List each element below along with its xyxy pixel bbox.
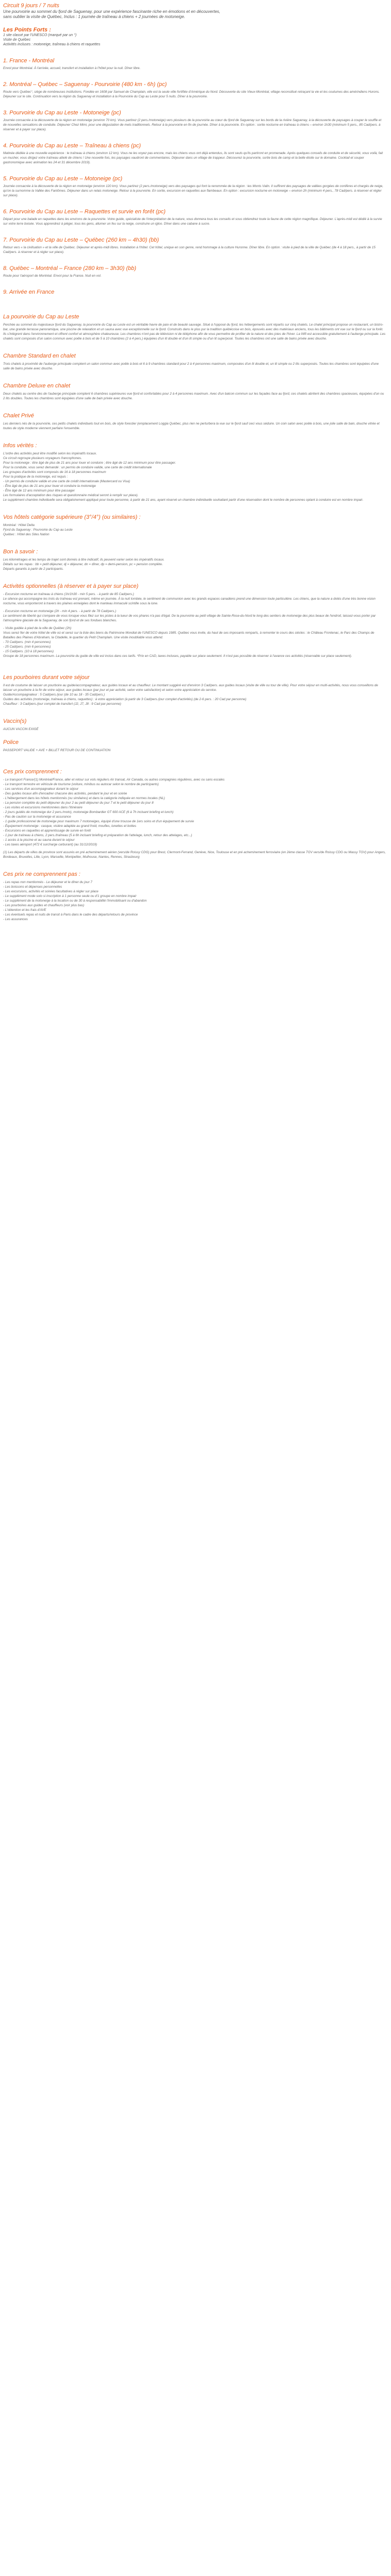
- day-text: Journée consacrée à la découverte de la région en motoneige (environ 120 km). Vous partirez (2 pers./motoneige) vers des paysages qui font la renommée de la région : les Monts Valin. Il suffirent des paysages de vallées gorgées de conifères et chargés de neige, qu'on la surnomme la Vallée des Fantômes. Déjeuner dans un relais motoneige. Retour à la pourvoirie. En sortie, excursion en raquettes aux flambeaux. En option : excursion nocturne en motoneige – environ 2h (minimum 4 pers., 78 Cad/pers. à réserver et régler sur place).: [3, 184, 384, 197]
- list-item: Les groupes d'activités sont composés de 16 à 18 personnes maximum: [3, 470, 106, 474]
- list-item: Chauffeur : 3 Cad/pers./jour complet de transfert (J2, J7, J8 : 9 Cad par personne): [3, 702, 121, 706]
- day-text: Journée consacrée à la découverte de la région en motoneige (environ 70 km). Vous partirez (2 pers./motoneige) vers plusieurs de la pourvoirie au cœur du fjord de Saguenay sur les bords de la rivière Saguenay, à la découverte de paysages à couper le souffle et de nouvelles sensations de conduite. Déjeuner Chez Mimi, pour une dégustation de mets traditionnels. Retour à la pourvoirie en fin de journée. Dîner à la pourvoirie. En option : sortie nocturne en traîneau à chiens – environ 1h30 (minimum 5 pers., 85 Cad/pers. à réserver et à payer sur place).: [3, 118, 382, 131]
- list-item: Fjord du Saguenay : Pourvoirie du Cap au Leste: [3, 528, 73, 532]
- list-item: - 1 jour de traîneau à chiens, 2 pers./traîneau (5 à 6h incluant briefing et préparation de l'attelage, lunch, retour des attelages, etc...): [3, 834, 192, 837]
- list-item: - Le supplément mode solo si inscription à 1 personne seule ou d'1 groupe en nombre impair: [3, 894, 137, 898]
- list-item: Le silence qui accompagne les trots du traîneau est prenant, même en journée. À la nuit tombée, le sentiment de communion avec les grands espaces canadiens prend une dimension toute particulière. Les chiens, que la nature a dotés d'une très bonne vision nocturne, vous emporteront à travers les plaines enneigées dont le manteau immaculé scintille sous la lune.: [3, 597, 376, 605]
- section-text: Les derniers nés de la pourvoirie, ces petits chalets individuels tout en bois, de style forestier (emplacement Loggia Québec, plus rien ne perturbera la vue sur le fjord sauf ceci vous séduire. Un coin salon avec poêle à bois, une jolie salle de bain, douche vitrée et toutes de style moderne viennent parfaire l'ensemble.: [3, 422, 380, 430]
- hotels-list: [3, 523, 386, 537]
- list-item: Guide/Accompagnateur : 5 Cad/pers./jour (de 10 au 18 - 35 Cad/pers.): [3, 693, 105, 697]
- list-item: - 15 Cad/pers. (10 à 18 personnes): [3, 650, 54, 653]
- list-item: - Être âgé de plus de 21 ans pour louer et conduire la motoneige: [3, 484, 96, 488]
- prix-ne-comprennent-section: [3, 871, 386, 922]
- points-forts-title: Les Points Forts :: [3, 27, 51, 33]
- points-forts-line: 1 site classé par l'UNESCO (marqué par un °): [3, 33, 77, 37]
- list-item: (1) Les départs de villes de province sont assurés en pré acheminement aérien (vers/de Roissy CDG) pour Brest, Clermont-Ferrand, Genève, Nice, Toulouse et en pré acheminement ferroviaire (en 2ème classe TGV vers/de Roissy CDG ou Massy TGV) pour Angers, Bordeaux, Bruxelles, Lille, Lyon, Marseille, Montpellier, Mulhouse, Nantes, Rennes, Strasbourg: [3, 851, 386, 859]
- chambre-standard-section: [3, 352, 386, 371]
- day-5: [3, 175, 386, 198]
- day-title: 2. Montréal – Québec – Saguenay - Pourvoirie (480 km - 6h) (pc): [3, 81, 167, 88]
- prix-ne-comprennent-list: [3, 880, 386, 922]
- list-item: - 70 Cad/pers. (min 4 personnes): [3, 640, 51, 644]
- section-title: Bon à savoir :: [3, 549, 38, 555]
- day-title: 5. Pourvoirie du Cap au Leste – Motoneige (pc): [3, 176, 123, 182]
- list-item: - 1 guide professionnel de motoneige pour maximum 7 motoneiges, équipé d'une trousse de 1ers soins et d'un équipement de survie: [3, 820, 194, 823]
- day-text: Matinée dédiée à une nouvelle expérience : le traîneau à chiens (environ 12 km). Vous ne les voyez pas encore, mais les chiens vous ont déjà entendus, ils sont seuls qu'ils partiront en promenade. Après quelques conseils de conduite et de sécurité, vous voilà, fait un musher, vous dirigez votre traîneau attelé de chiens ! Une nouvelle fois, les paysages vaudront de commentaires. Déjeuner dans un village de trappeur. Découvrez la pourvoirie, sortie bois de camp et la belle étoile sur le domaine. Cocktail et souper gastronomique avec animation les 24 et 31 décembre 2019).: [3, 151, 383, 164]
- list-item: - L'hébergement dans les hôtels mentionnés (ou similaires) et dans la catégorie indiquée en normes locales (NL): [3, 796, 165, 800]
- section-text: Trois chalets à proximité de l'auberge principale comptent un salon commun avec poêle à bois et 6 à 9 chambres standard pour 2 à 4 personnes maximum, composées d'un lit double et, un lit simple ou 2 lits superposés. Toutes les chambres sont équipées d'une salle de bains privée avec douche.: [3, 362, 379, 370]
- list-item: Départs garantis à partir de 2 participants.: [3, 567, 64, 571]
- intro-line: Une pourvoirie au sommet du fjord de Saguenay, pour une expérience fascinante riche en émotions et en découvertes,: [3, 9, 220, 14]
- section-title: Chambre Standard en chalet: [3, 353, 76, 359]
- day-8: [3, 265, 386, 278]
- infos-section: [3, 442, 386, 502]
- list-item: - Les éventuels repas et nuits de transit à Paris dans le cadre des départs/retours de province: [3, 913, 138, 917]
- list-item: - Les taxes aéroport (472 € surcharge carburant) (au 31/12/2019): [3, 843, 97, 846]
- day-3: [3, 109, 386, 132]
- day-6: [3, 208, 386, 226]
- page: [0, 0, 391, 922]
- list-item: - L'obtention et les frais d'AVE: [3, 908, 46, 912]
- day-7: [3, 236, 386, 255]
- day-title: 9. Arrivée en France: [3, 289, 55, 295]
- day-text: Envol pour Montréal. À l'arrivée, accueil, transfert et installation à l'hôtel pour la nuit. Dîner libre.: [3, 66, 141, 70]
- day-title: 8. Québec – Montréal – France (280 km – 3h30) (bb): [3, 265, 137, 272]
- section-title: La pourvoirie du Cap au Leste: [3, 314, 79, 320]
- points-forts-line: Activités incluses : motoneige, traîneau à chiens et raquettes: [3, 43, 101, 46]
- list-item: - Les assurances: [3, 918, 28, 921]
- activites-optionnelles-section: [3, 583, 386, 658]
- section-title: Chalet Privé: [3, 413, 34, 419]
- intro-line: sans oublier la visite de Québec, Inclus : 1 journée de traîneau à chiens + 2 journées de motoneige.: [3, 14, 185, 19]
- section-text: Deux chalets au centre des de l'auberge principale comptent 6 chambres supérieures vue fjord et confortables pour 2 à 4 personnes maximum. Avec d'un balcon commun sur les façades face au fjord, ces chalets abritent des chambres spacieuses, équipées d'un ou 2 lits doubles. Toutes les chambres sont équipées d'une salle de bain privée avec douche.: [3, 392, 384, 400]
- list-item: - Équipement motoneige : casque, visière adaptée au grand froid, moufles, lunettes et bottes: [3, 824, 136, 828]
- list-item: - Les services d'un accompagnateur durant le séjour: [3, 787, 79, 791]
- list-item: - Visite guidée à pied de la ville de Québec (2h): [3, 626, 72, 630]
- day-title: 6. Pourvoirie du Cap au Leste – Raquettes et survie en forêt (pc): [3, 209, 166, 215]
- chambre-deluxe-section: [3, 382, 386, 401]
- list-item: - La pension complète du petit déjeuner du jour 2 au petit déjeuner du jour 7 et le petit déjeuner du jour 8: [3, 801, 154, 805]
- list-item: - 1 accès à la piscine et au sauna durant le séjour: [3, 838, 75, 842]
- list-item: - Les visites et excursions mentionnées dans l'itinéraire: [3, 806, 83, 809]
- infos-list: [3, 451, 386, 502]
- list-item: Québec : Hôtel des Sites Nation: [3, 533, 50, 536]
- section-text: PASSEPORT VALIDE + AVE + BILLET RETOUR OU DE CONTINUATION: [3, 749, 111, 752]
- list-item: Pour la conduite, vous serez demandé : un permis de conduire valide, une carte de crédit internationale: [3, 466, 152, 469]
- list-item: Pour la motoneige : être âgé de plus de 21 ans pour louer et conduire ; être âgé de 12 ans minimum pour être passager.: [3, 461, 176, 465]
- section-title: Vaccin(s): [3, 718, 27, 724]
- day-4: [3, 142, 386, 165]
- day-text: Départ pour une balade en raquettes dans les environs de la pourvoirie. Votre guide, spécialiste de l'interprétation de la nature, vous donnera tous les conseils et sous obtiendrez toute la faune de cette région magnifique. Déjeuner. L'après-midi est dédié à la survie sur votre terre boisée. Vous apprendrez à piéger, tous les gens, allumer un feu sur la neige, construire un igloo. Dîner dans une cabane à sucre.: [3, 217, 382, 226]
- bon-a-savoir-section: [3, 548, 386, 571]
- pourvoirie-section: [3, 313, 386, 341]
- bon-a-savoir-list: [3, 557, 386, 571]
- circuit-title: Circuit 9 jours / 7 nuits: [3, 3, 59, 9]
- list-item: Il est de coutume de laisser un pourboire au guide/accompagnateur, aux guides locaux et au chauffeur. Le montant suggéré est d'environ 3 Cad/pers. aux guides locaux (visite de ville ou tour de ville). Pour votre séjour en multi-activités, nous vous conseillons de laisser un pourboire à la fin de votre séjour, aux guides locaux (par jour et par activité, selon votre satisfaction) et selon votre appréciation du service.: [3, 684, 378, 692]
- list-item: Le sentiment de liberté qui s'empare de vous lorsque vous filez sur les pistes à la lueur de vos phares n'a pas d'égal. De la pourvoirie au petit village de Sainte-Rose-du-Nord le long des sentiers de motoneige des plus beaux de l'endroit, laissez-vous porter par l'atmosphère glaciale de la Saguenay, de son fjord et de ses fondues blanches.: [3, 614, 376, 622]
- day-title: 4. Pourvoirie du Cap au Leste – Traîneau à chiens (pc): [3, 143, 141, 149]
- section-title: Police: [3, 739, 19, 745]
- day-text: Route pour l'aéroport de Montréal. Envol pour la France. Nuit en vol.: [3, 274, 102, 278]
- list-item: - Les repas non mentionnés - Le déjeuner et le dîner du jour 7: [3, 880, 92, 884]
- section-text: Perchée au sommet du majestueux fjord du Saguenay, la pourvoirie du Cap au Leste est un véritable havre de paix et de beauté sauvage. Situé à l'opposé du fjord, les hébergements sont répartis sur cinq chalets. Le chalet principal propose un restaurant, un bistro-bar, une grande terrasse panoramique, une piscine de relaxation et un sauna avec vue exceptionnelle sur le fjord. Construits dans le plus pur la tradition québécoise en bois, épouvés avec des matériaux anciens, tous les bâtiments ont vue sur le fjord ou sur la forêt. Ils s'intègrent dans l'environnement et offrent confort et atmosphère chaleureuse. Les chambres n'ont pas de télévision ni de téléphone afin de vous permettre de profiter de la nature et des joies de l'hiver. La Wifi est accessible gratuitement à l'auberge principale. Les chalets sont composés d'un salon commun avec poêle à bois et de 5 à 10 chambres (2 à 4 pers.) équipées d'un lit double et d'un lit simple ou d'un lit superposé. Toutes les chambres ont une salle de bains privée avec douche.: [3, 323, 386, 341]
- day-text: Retour vers « la civilisation » et la ville de Québec. Déjeuner et après-midi libres. Installation à l'hôtel. Cet hôtel, unique en son genre, rend hommage à la culture Huronne. Dîner libre. En option : visite à pied de la ville de Québec (de 4 à 18 pers., à partir de 15 Cad/pers. à réserver et à régler sur place).: [3, 246, 376, 254]
- list-item: Les kilométrages et les temps de trajet sont donnés à titre indicatif, ils peuvent varier selon les impératifs locaux.: [3, 558, 165, 562]
- section-text: AUCUN VACCIN EXIGÉ: [3, 727, 39, 731]
- list-item: Pour la pratique de la motoneige, est requis :: [3, 475, 68, 479]
- day-1: [3, 57, 386, 71]
- section-title: Vos hôtels catégorie supérieure (3°/4°) (ou similaires) :: [3, 514, 141, 520]
- police-section: [3, 739, 386, 753]
- list-item: Montréal : Hôtel Delta: [3, 523, 35, 527]
- pourboires-section: [3, 674, 386, 706]
- prix-comprennent-list: [3, 777, 386, 859]
- list-item: - Excursion nocturne en motoneige (2h - min 4 pers. - à partir de 78 Cad/pers.): [3, 609, 117, 613]
- points-forts-block: [3, 27, 386, 47]
- list-item: - Le supplément de la motoneige à la location ou de 30 à responsabilité l'immobilisant ou d'abandon: [3, 899, 147, 903]
- day-title: 7. Pourvoirie du Cap au Leste – Québec (260 km – 4h30) (bb): [3, 237, 159, 243]
- hotels-section: [3, 514, 386, 537]
- list-item: Vous serez fier de votre hôtel de ville où et serez sur la liste des biens du Patrimoine Mondial de l'UNESCO depuis 1985. Québec vous invite, du haut de ses imposants remparts, à remonter le cours des siècles : le Château Frontenac, le Parc des Champs de Batailles des Plaines d'Abraham, la Citadelle, le quartier du Petit Champlain. Une visite inoubliable vous attend.: [3, 631, 374, 639]
- list-item: - Excursion nocturne en traîneau à chiens (1h/1h30 - min 5 pers. - à partir de 85 Cad/pers.): [3, 592, 134, 596]
- list-item: - Excursions en raquettes et apprentissage de survie en forêt: [3, 829, 91, 833]
- section-title: Les pourboires durant votre séjour: [3, 674, 90, 681]
- pourboires-list: [3, 683, 386, 706]
- day-text: Route vers Québec°, siège de nombreuses institutions. Fondée en 1608 par Samuel de Champlain, elle est la seule ville fortifiée d'Amérique du Nord. Découverte du site Vieux-Montréal, village reconstitué retraçant la vie et les coutumes des amérindiens Hurons. Déjeuner sur le site. Continuation vers la région du Saguenay et installation à la Pourvoirie du Cap au Leste pour 5 nuits. Dîner à la pourvoirie.: [3, 90, 380, 98]
- list-item: - Le transport France/(1) Montréal/France, aller et retour sur vols réguliers Air transat, Air Canada, ou autres compagnies régulières, avec ou sans escales: [3, 778, 225, 782]
- intro-block: [3, 2, 386, 20]
- list-item: Groupe de 18 personnes maximum. La pourvoirie du guide de ville est inclus dans ces tarifs. *Prix en CAD, taxes incluses, payable sur place seulement. Il n'est pas possible de réserver à l'avance ces activités (réservable sur place seulement).: [3, 654, 352, 658]
- list-item: - 2 jours guidés de motoneige dur 2 pers./moto), motoneige Bombardier GT 600 ACE (6 à 7h incluant briefing et lunch): [3, 810, 174, 814]
- list-item: - Des guides locaux afin d'encadrer chacune des activités, pendant le jour et en soirée: [3, 792, 127, 795]
- list-item: - Les boissons et dépenses personnelles: [3, 885, 62, 889]
- list-item: Ce circuit regroupe plusieurs voyageurs francophones.: [3, 456, 82, 460]
- section-title: Infos vérités :: [3, 443, 37, 449]
- section-title: Ces prix ne comprennent pas :: [3, 871, 80, 877]
- section-title: Chambre Deluxe en chalet: [3, 383, 71, 389]
- list-item: - Le transport terrestre en véhicule de tourisme (voiture, minibus ou autocar selon le nombre de participants): [3, 783, 159, 786]
- day-title: 1. France - Montréal: [3, 58, 55, 64]
- day-9: [3, 289, 386, 296]
- list-item: - Être âgé de 12 ans minimum pour être passager: [3, 489, 75, 493]
- list-item: Les formulaires d'acceptation des risques et questionnaire médical seront à remplir sur place).: [3, 494, 139, 497]
- list-item: - Pas de caution sur la motoneige et assurance: [3, 815, 71, 819]
- list-item: Le supplément chambre individuelle sera obligatoirement appliqué pour toute personne, à partir de 21 ans, ayant réservé un chambre individuelle souhaitant partir d'une réservation dont le nombre de personnes optant à conduire est en nombre impair.: [3, 498, 364, 502]
- list-item: Détails sur les repas : bb = petit déjeuner, dj = déjeuner, dn = dîner, dp = demi-pension, pc = pension complète.: [3, 563, 163, 566]
- intro-text: [3, 9, 386, 20]
- list-item: Guides des activités (motoneige, traîneau à chiens, raquettes) : à votre appréciation (à partir de 3 Cad/pers./jour complet d'activités) (de 2-6 pers. : 20 Cad par personne): [3, 698, 247, 701]
- activites-list: [3, 592, 386, 658]
- section-title: Activités optionnelles (à réserver et à payer sur place): [3, 583, 139, 589]
- day-2: [3, 81, 386, 99]
- chalet-prive-section: [3, 412, 386, 431]
- vaccins-section: [3, 718, 386, 732]
- list-item: L'ordre des activités peut être modifié selon les impératifs locaux.: [3, 452, 97, 455]
- prix-comprennent-section: [3, 768, 386, 859]
- day-title: 3. Pourvoirie du Cap au Leste - Motoneige (pc): [3, 110, 121, 116]
- list-item: - Les excursions, activités et soirées facultatives à régler sur place: [3, 890, 99, 893]
- list-item: - Les pourboires aux guides et chauffeurs (voir plus bas): [3, 904, 85, 907]
- section-title: Ces prix comprennent :: [3, 769, 62, 775]
- list-item: - 25 Cad/pers. (min 6 personnes): [3, 645, 51, 649]
- list-item: - Un permis de conduire valide et une carte de crédit internationale (Mastercard ou Visa): [3, 480, 130, 483]
- points-forts-line: Visite de Québec: [3, 38, 31, 42]
